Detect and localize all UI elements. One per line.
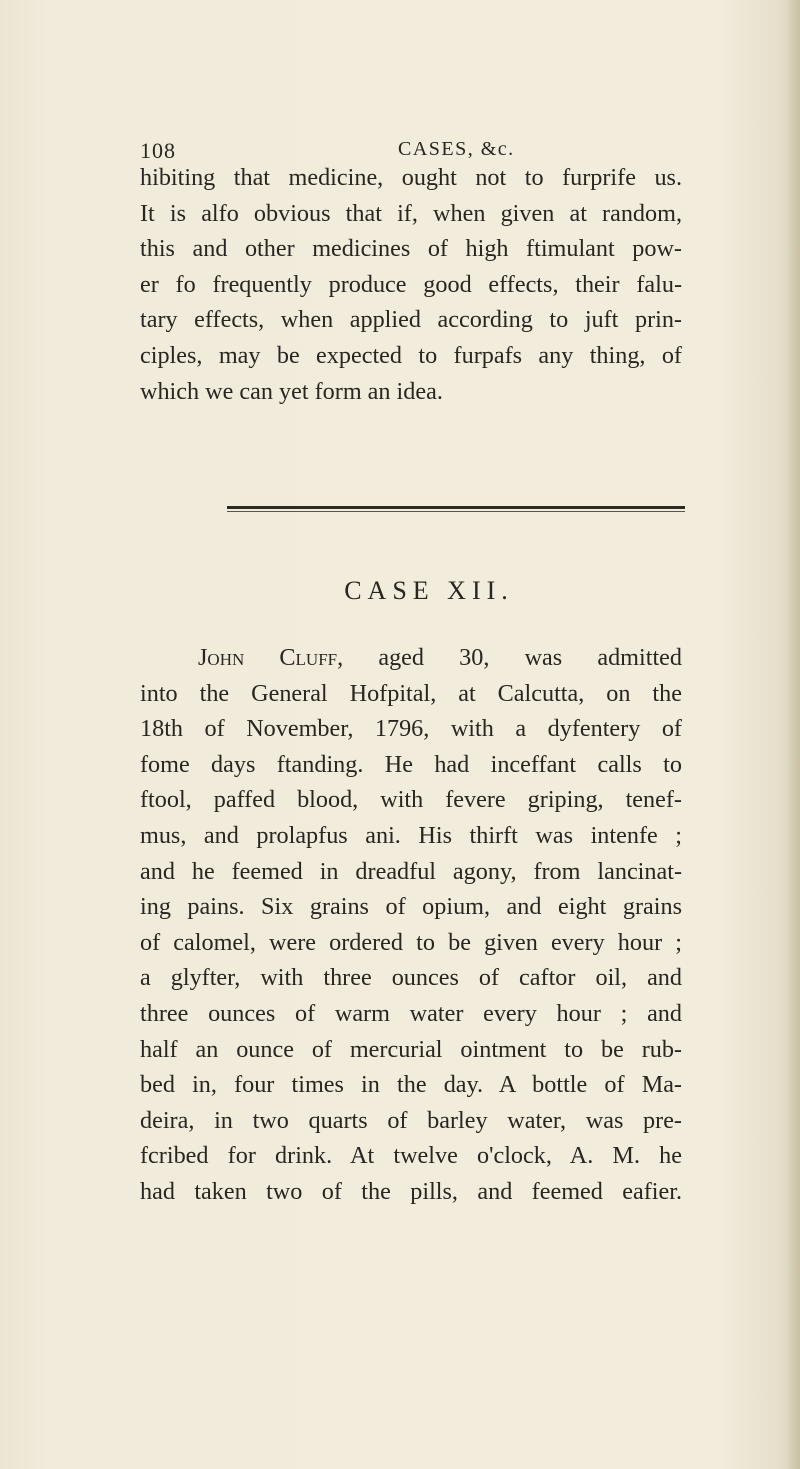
patient-name: John Cluff, [198,644,344,671]
first-line-rest: aged 30, was admitted [343,644,682,671]
text-line: tary effects, when applied according to juft prin- [140,306,682,334]
text-line: 18th of November, 1796, with a dyfentery of [140,715,682,743]
text-line: three ounces of warm water every hour ; and [140,999,682,1027]
text-line: which we can yet form an idea. [140,377,443,405]
text-line: fcribed for drink. At twelve o'clock, A. M. he [140,1142,682,1170]
text-line: bed in, four times in the day. A bottle of Ma- [140,1071,682,1099]
case-paragraph [140,640,682,1210]
text-line: fome days ftanding. He had inceffant calls to [140,750,682,778]
running-head: CASES, &c. [398,138,515,160]
text-line: er fo frequently produce good effects, their falu- [140,270,682,298]
section-divider [227,506,685,512]
text-line: into the General Hofpital, at Calcutta, on the [140,679,682,707]
text-line: It is alfo obvious that if, when given at random, [140,199,682,227]
text-line: ing pains. Six grains of opium, and eight grains [140,893,682,921]
text-line: ftool, paffed blood, with fevere griping, tenef- [140,786,682,814]
text-line: had taken two of the pills, and feemed eafier. [140,1177,682,1205]
text-line: and he feemed in dreadful agony, from lancinat- [140,857,682,885]
text-line: a glyfter, with three ounces of caftor oil, and [140,964,682,992]
text-line: half an ounce of mercurial ointment to be rub- [140,1035,682,1063]
text-line-first [140,640,682,676]
page-edge-shadow [786,0,800,1469]
text-line: this and other medicines of high ftimulant pow- [140,235,682,263]
page-number: 108 [140,138,176,163]
continued-paragraph [140,160,682,409]
text-line: ciples, may be expected to furpafs any thing, of [140,341,682,369]
text-line: deira, in two quarts of barley water, was pre- [140,1106,682,1134]
case-heading: CASE XII. [344,576,514,605]
text-line: mus, and prolapfus ani. His thirft was intenfe ; [140,821,682,849]
text-line: hibiting that medicine, ought not to furprife us. [140,164,682,191]
text-line: of calomel, were ordered to be given every hour ; [140,928,682,956]
